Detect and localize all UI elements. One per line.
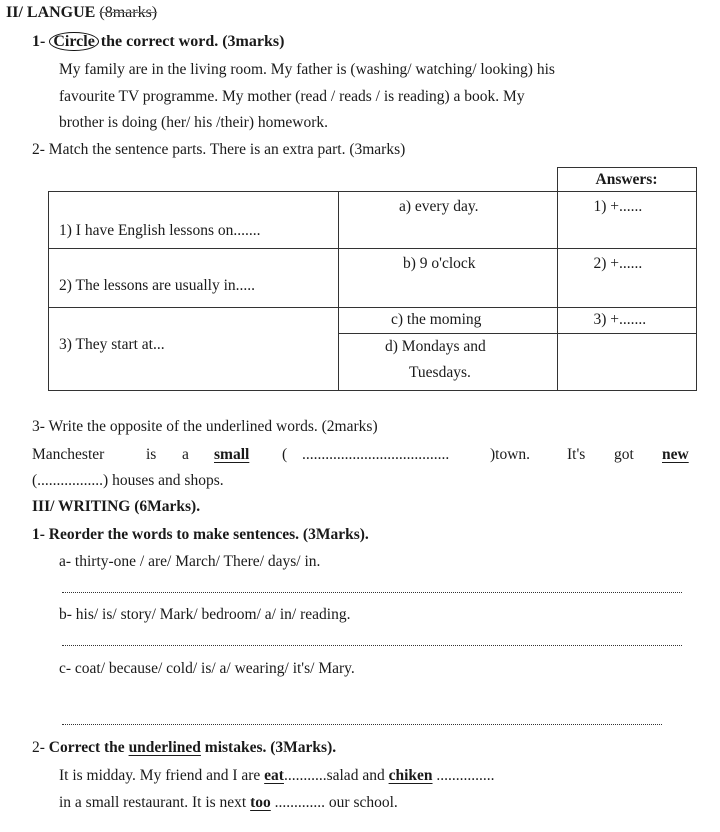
exercise-1-line-3: brother is doing (her/ his /their) homework. [59,114,329,131]
underlined-word-new: new [662,446,689,463]
section-marks: (8marks) [99,4,158,21]
exercise-1-title [32,33,284,51]
exercise-1-line-2: favourite TV programme. My mother (read / reads / is reading) a book. My [59,88,525,105]
left-cell-1 [49,192,339,249]
blank-eat[interactable]: ........... [283,767,327,784]
mistakes-marks: mistakes. (3Marks). [204,739,337,756]
right-part-b: b) 9 o'clock [403,255,476,272]
exercise-2-title: 2- Match the sentence parts. There is an extra part. (3marks) [32,141,406,158]
section-title-langue [6,4,157,22]
left-cell-2 [49,249,339,308]
word-got: got [614,446,634,463]
reorder-title: 1- Reorder the words to make sentences. (3Marks). [32,526,369,543]
text-midday: It is midday. My friend and I are [59,767,261,784]
answer-cell-3 [557,308,696,334]
exercise-3-title: 3- Write the opposite of the underlined words. (2marks) [32,418,378,435]
exercise-number: 2- [32,739,45,756]
underlined-label: underlined [128,739,201,756]
right-cell-c [339,308,558,334]
reorder-item-a: a- thirty-one / are/ March/ There/ days/ in. [59,553,321,570]
text-salad: salad and [326,767,385,784]
answer-2: 2) +...... [593,255,643,272]
mistakes-line-2 [59,794,398,812]
correct-mistakes-title [32,739,336,757]
right-cell-a [339,192,558,249]
reorder-item-b: b- his/ is/ story/ Mark/ bedroom/ a/ in/ reading. [59,606,351,623]
blank-chiken[interactable]: ............... [436,767,495,784]
paren-open: ( [282,446,288,463]
left-part-2: 2) The lessons are usually in..... [59,277,256,294]
answer-3: 3) +....... [593,311,647,328]
answer-cell-2 [557,249,696,308]
houses-and-shops: ) houses and shops. [103,472,224,489]
right-cell-b [339,249,558,308]
answer-line-c[interactable] [62,724,662,725]
left-part-3: 3) They start at... [59,336,165,353]
word-a: a [182,446,189,463]
right-part-c: c) the moming [391,311,482,328]
text-our-school: our school. [328,794,398,811]
word-manchester: Manchester [32,446,105,463]
exercise-1-line-1: My family are in the living room. My father is (washing/ watching/ looking) his [59,61,555,78]
mistakes-line-1 [59,767,495,785]
answer-blank-new[interactable]: (................. [32,472,104,489]
circled-word: Circle [49,32,98,51]
right-cell-d [339,334,558,391]
answer-line-b[interactable] [62,645,682,646]
matching-table [48,167,697,391]
left-part-1: 1) I have English lessons on....... [59,222,261,239]
right-part-a: a) every day. [399,198,479,215]
correct-the: Correct the [48,739,125,756]
underlined-word-small: small [214,446,250,463]
section-title-text: II/ LANGUE [6,4,96,21]
text-restaurant: in a small restaurant. It is next [59,794,247,811]
exercise-number: 1- [32,33,46,50]
answer-blank-small[interactable]: ...................................... [302,446,450,463]
exercise-3-line-2 [32,472,224,490]
answers-header: Answers: [557,168,696,192]
answer-line-a[interactable] [62,592,682,593]
reorder-item-c: c- coat/ because/ cold/ is/ a/ wearing/ it's/ Mary. [59,660,355,677]
section-title-writing: III/ WRITING (6Marks). [32,498,201,515]
answer-1: 1) +...... [593,198,643,215]
exercise-instruction: the correct word. (3marks) [100,33,285,50]
word-is: is [146,446,157,463]
left-cell-3 [49,308,339,391]
blank-too[interactable]: ............. [274,794,326,811]
right-part-d-line-1: d) Mondays and [385,338,486,355]
word-its: It's [567,446,586,463]
mistake-chiken: chiken [388,767,433,784]
mistake-eat: eat [264,767,284,784]
word-town: )town. [490,446,531,463]
answer-cell-empty [557,334,696,391]
right-part-d-line-2: Tuesdays. [409,364,471,381]
mistake-too: too [250,794,271,811]
answer-cell-1 [557,192,696,249]
